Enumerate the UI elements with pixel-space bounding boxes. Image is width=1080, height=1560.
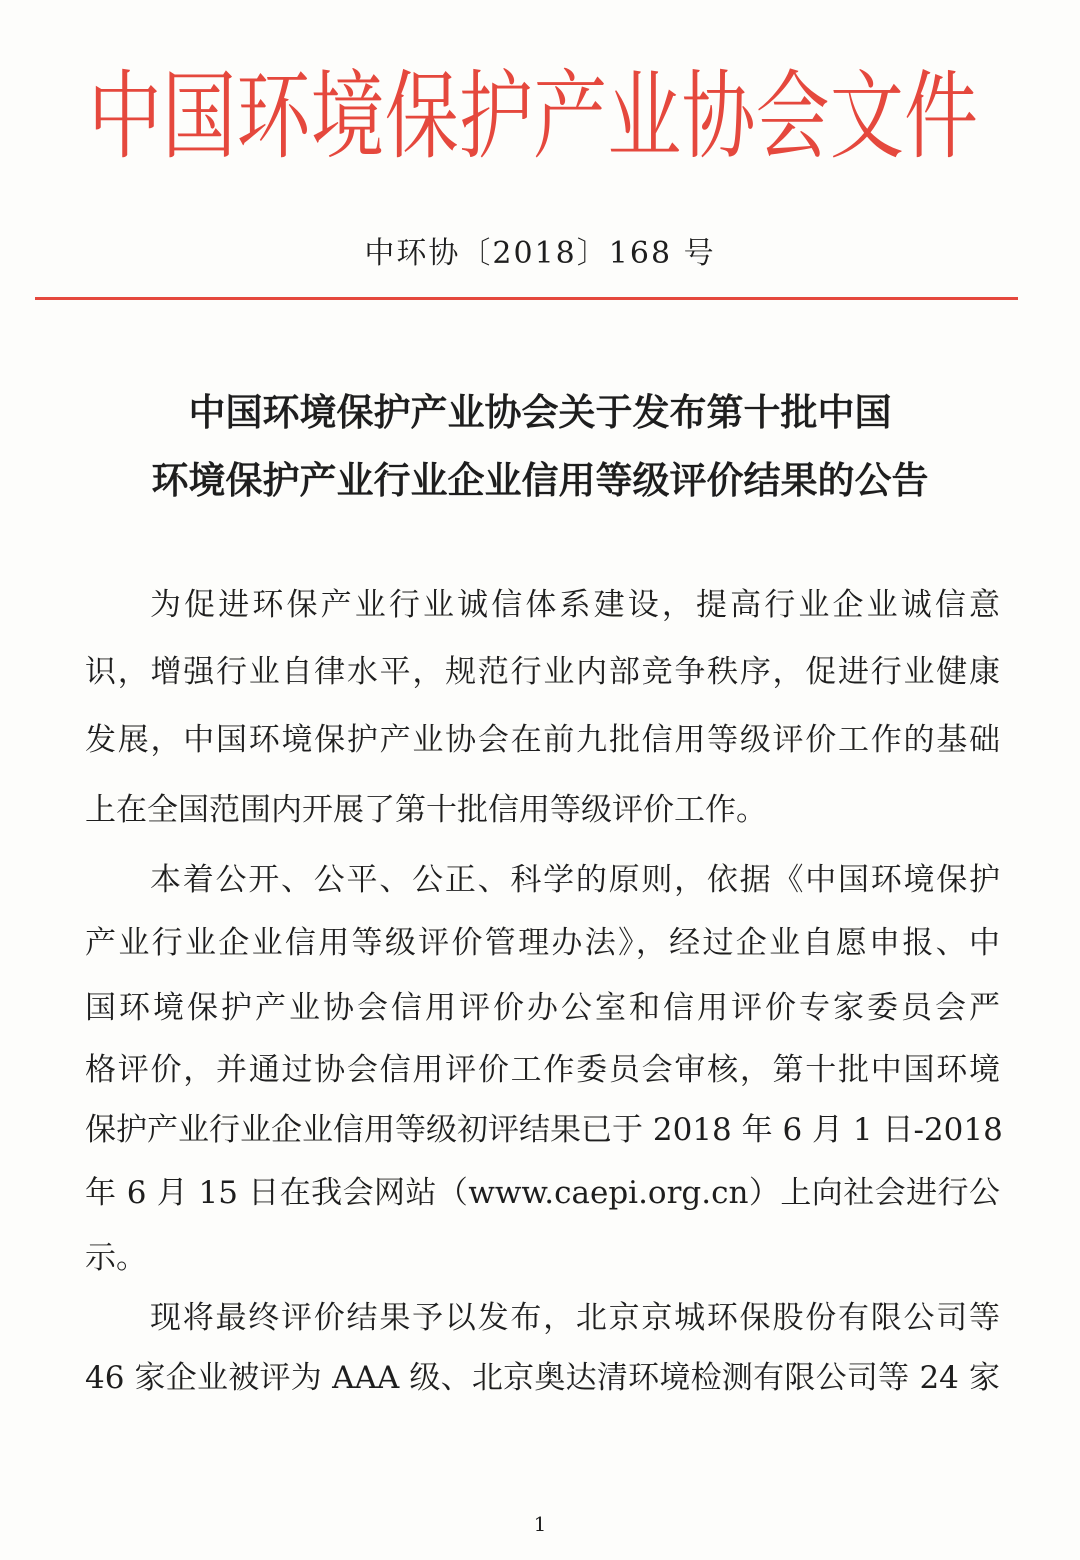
body-line: 46 家企业被评为 AAA 级、北京奥达清环境检测有限公司等 24 家: [85, 1360, 1000, 1396]
issuer-title: 中国环境保护产业协会文件: [88, 61, 978, 173]
body-line: 产业行业企业信用等级评价管理办法》，经过企业自愿申报、中: [85, 925, 1000, 961]
body-line: 发展，中国环境保护产业协会在前九批信用等级评价工作的基础: [85, 722, 1000, 758]
body-line: 本着公开、公平、公正、科学的原则，依据《中国环境保护: [150, 862, 1000, 898]
body-line: 保护产业行业企业信用等级初评结果已于 2018 年 6 月 1 日-2018: [85, 1112, 1003, 1148]
body-line: 识，增强行业自律水平，规范行业内部竞争秩序，促进行业健康: [85, 654, 1000, 690]
document-number: 中环协〔2018〕168 号: [364, 236, 716, 271]
body-line: 为促进环保产业行业诚信体系建设，提高行业企业诚信意: [150, 587, 1000, 623]
body-line: 上在全国范围内开展了第十批信用等级评价工作。: [85, 792, 767, 828]
announcement-title-line-1: 中国环境保护产业协会关于发布第十批中国: [188, 391, 892, 434]
body-line: 国环境保护产业协会信用评价办公室和信用评价专家委员会严: [85, 990, 1000, 1026]
page-number: 1: [533, 1512, 547, 1536]
red-divider: [35, 297, 1018, 300]
announcement-title-line-2: 环境保护产业行业企业信用等级评价结果的公告: [151, 459, 929, 502]
body-line: 格评价，并通过协会信用评价工作委员会审核，第十批中国环境: [85, 1052, 1000, 1088]
body-line: 年 6 月 15 日在我会网站（www.caepi.org.cn）上向社会进行公: [85, 1175, 1000, 1211]
body-line: 示。: [85, 1240, 147, 1276]
body-line: 现将最终评价结果予以发布，北京京城环保股份有限公司等: [150, 1300, 1000, 1336]
